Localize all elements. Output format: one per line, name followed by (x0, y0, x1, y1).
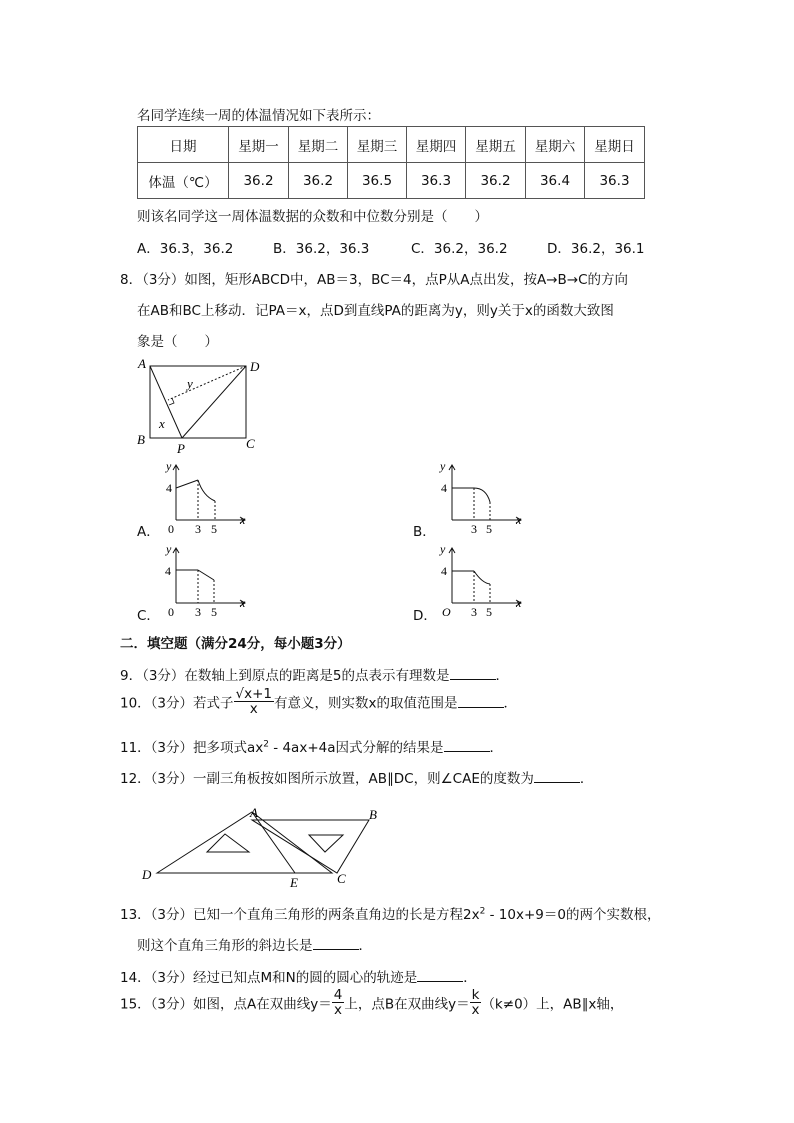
label-b: B (369, 807, 377, 822)
q12-end: ． (579, 771, 594, 787)
perpendicular-y (168, 366, 246, 400)
label-x: x (159, 416, 165, 431)
q11-exponent: 2 (263, 739, 270, 750)
q15-numerator-2: k (471, 987, 480, 1003)
tick-4: 4 (441, 481, 447, 495)
label-d: D (142, 867, 152, 882)
tick-4: 4 (166, 481, 172, 495)
q13-line-1 (120, 903, 660, 923)
q11-pre: 11．（3分）把多项式ax (120, 740, 264, 756)
origin-0: 0 (168, 605, 174, 619)
table-header-row (138, 127, 645, 163)
q13-end: ． (358, 938, 372, 954)
q11-post: - 4ax+4a因式分解的结果是 (269, 740, 444, 756)
table-cell: 日期 (138, 127, 229, 163)
label-d: D (250, 359, 260, 374)
q11 (120, 736, 503, 756)
right-angle-mark (169, 398, 174, 405)
q8-line-2: 在AB和BC上移动．记PA＝x，点D到直线PA的距离为y，则y关于x的函数大致图 (137, 303, 614, 319)
q13-line-2 (137, 934, 372, 954)
graph-c-label: C． (137, 608, 160, 624)
inner-triangle-right (309, 835, 343, 852)
section-title: 二．填空题（满分24分，每小题3分） (120, 636, 351, 652)
graph-b-label: B． (413, 524, 436, 540)
q15 (120, 988, 623, 1017)
origin-0: 0 (168, 522, 174, 536)
q12-text: 12．（3分）一副三角板按如图所示放置，AB∥DC，则∠CAE的度数为 (120, 771, 534, 787)
label-a: A (250, 805, 258, 820)
curve-segment-2 (198, 570, 214, 580)
graph-b (436, 458, 532, 538)
tick-3: 3 (195, 605, 201, 619)
segment-ap (150, 366, 182, 438)
label-e: E (290, 875, 298, 890)
tick-5: 5 (211, 605, 217, 619)
tick-3: 3 (471, 522, 477, 536)
q10-denominator: x (249, 701, 258, 717)
table-cell: 星期日 (585, 127, 645, 163)
table-cell: 星期六 (526, 127, 585, 163)
q11-end: ． (489, 740, 503, 756)
q10-pre: 10．（3分）若式子 (120, 695, 234, 712)
q13-line2: 则这个直角三角形的斜边长是 (137, 938, 313, 954)
x-label: x (516, 596, 522, 610)
curve-segment-2 (198, 480, 215, 501)
label-y: y (187, 376, 193, 391)
answer-blank (313, 937, 359, 950)
answer-blank (534, 770, 580, 783)
q14-text: 14．（3分）经过已知点M和N的圆的圆心的轨迹是 (120, 970, 418, 986)
q15-numerator-1: 4 (333, 987, 343, 1003)
curve-segment-2 (474, 488, 490, 502)
x-label: x (240, 513, 246, 527)
tick-5: 5 (211, 522, 217, 536)
tick-5: 5 (486, 605, 492, 619)
q14-end: ． (463, 970, 477, 986)
y-label: y (166, 542, 172, 556)
y-label: y (440, 542, 446, 556)
label-c: C (246, 436, 255, 451)
table-cell: 36.4 (526, 163, 585, 199)
q12 (120, 767, 593, 787)
table-cell: 星期二 (289, 127, 348, 163)
q12-triangle-figure (137, 800, 387, 892)
graph-c (160, 541, 256, 621)
table-cell: 36.2 (289, 163, 348, 199)
y-label: y (440, 459, 446, 473)
table-cell: 星期一 (229, 127, 289, 163)
q15-denominator-1: x (334, 1002, 343, 1018)
answer-blank (450, 667, 496, 680)
x-label: x (240, 596, 246, 610)
answer-blank (444, 739, 490, 752)
tick-3: 3 (195, 522, 201, 536)
q8-rectangle-figure (130, 352, 270, 456)
table-cell: 星期三 (348, 127, 407, 163)
q8-line-1: 8．（3分）如图，矩形ABCD中，AB＝3，BC＝4，点P从A点出发，按A→B→C的方向 (120, 272, 629, 288)
q9-text: 9．（3分）在数轴上到原点的距离是5的点表示有理数是 (120, 668, 450, 684)
graph-d-label: D． (413, 608, 437, 624)
label-c: C (337, 871, 346, 886)
x-label: x (516, 513, 522, 527)
label-b: B (137, 432, 145, 447)
table-cell: 36.2 (229, 163, 289, 199)
tick-4: 4 (441, 564, 447, 578)
label-a: A (138, 356, 146, 371)
table-data-row (138, 163, 645, 199)
q10-end: ． (503, 695, 518, 712)
big-triangle-adc (157, 812, 332, 873)
answer-blank (417, 969, 463, 982)
q7-option-d: D．36.2，36.1 (547, 241, 645, 257)
curve-segment-2 (474, 571, 490, 584)
table-cell: 36.3 (407, 163, 466, 199)
origin-o: O (442, 605, 451, 619)
q7-option-a: A．36.3，36.2 (137, 241, 234, 257)
q7-intro: 名同学连续一周的体温情况如下表所示： (137, 108, 380, 124)
q8-line-3: 象是（ ） (137, 334, 218, 350)
table-cell: 36.3 (585, 163, 645, 199)
table-cell: 体温（℃） (138, 163, 229, 199)
q13-pre: 13．（3分）已知一个直角三角形的两条直角边的长是方程2x (120, 907, 480, 923)
label-p: P (177, 441, 185, 456)
table-cell: 36.5 (348, 163, 407, 199)
tick-4: 4 (165, 564, 171, 578)
y-label: y (166, 459, 172, 473)
parallelogram-abc (252, 820, 369, 873)
graph-a-label: A． (137, 524, 160, 540)
table-cell: 36.2 (466, 163, 526, 199)
tick-5: 5 (486, 522, 492, 536)
q15-denominator-2: x (471, 1002, 480, 1018)
q15-fraction-1 (332, 988, 345, 1017)
q7-option-c: C．36.2，36.2 (411, 241, 508, 257)
q9 (120, 664, 509, 684)
temperature-table (137, 126, 645, 199)
q14 (120, 966, 477, 986)
q10 (120, 687, 517, 716)
q15-post: （k≠0）上，AB∥x轴， (481, 996, 624, 1013)
q9-end: ． (495, 668, 510, 684)
table-cell: 星期四 (407, 127, 466, 163)
graph-d (436, 541, 532, 621)
table-cell: 星期五 (466, 127, 526, 163)
q15-fraction-2 (470, 988, 482, 1017)
q7-option-b: B．36.2，36.3 (273, 241, 370, 257)
q10-numerator: √x+1 (235, 686, 273, 702)
q7-question: 则该名同学这一周体温数据的众数和中位数分别是（ ） (137, 209, 488, 225)
q13-post: - 10x+9＝0的两个实数根， (485, 907, 661, 923)
q13-exponent: 2 (479, 906, 486, 917)
q15-pre: 15．（3分）如图，点A在双曲线y＝ (120, 996, 332, 1013)
curve-segment-1 (176, 480, 198, 488)
q15-mid: 上，点B在双曲线y＝ (344, 996, 470, 1013)
graph-a (160, 458, 256, 538)
tick-3: 3 (471, 605, 477, 619)
q10-fraction (234, 687, 275, 716)
answer-blank (458, 695, 504, 708)
q10-post: 有意义，则实数x的取值范围是 (274, 695, 458, 712)
